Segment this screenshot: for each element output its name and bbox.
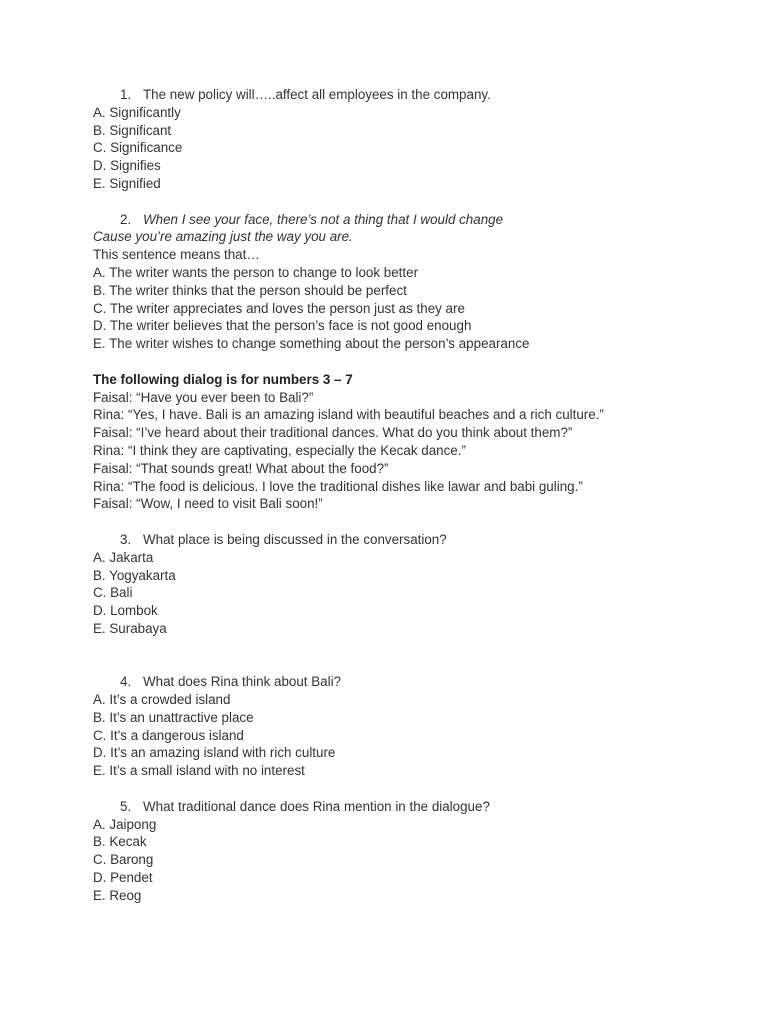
dialog-line: Rina: “Yes, I have. Bali is an amazing island with beautiful beaches and a rich culture.” bbox=[93, 407, 604, 423]
option: B. Significant bbox=[93, 122, 172, 138]
question-1 bbox=[93, 86, 733, 104]
question-number: 3. bbox=[120, 531, 132, 547]
option: B. Kecak bbox=[93, 834, 147, 850]
option: A. Jaipong bbox=[93, 816, 157, 832]
option: E. Signified bbox=[93, 175, 161, 191]
spacer bbox=[93, 638, 733, 674]
option: D. Lombok bbox=[93, 603, 158, 619]
option: A. It’s a crowded island bbox=[93, 692, 231, 708]
spacer bbox=[93, 353, 733, 371]
lyric-line-1: When I see your face, there’s not a thing that I would change bbox=[143, 211, 504, 227]
document-body bbox=[93, 86, 733, 905]
option: A. Significantly bbox=[93, 104, 181, 120]
option: B. It’s an unattractive place bbox=[93, 709, 254, 725]
option: E. It’s a small island with no interest bbox=[93, 763, 305, 779]
option: B. Yogyakarta bbox=[93, 567, 176, 583]
option: C. Significance bbox=[93, 140, 183, 156]
option: E. The writer wishes to change something about the person’s appearance bbox=[93, 336, 530, 352]
option: C. It’s a dangerous island bbox=[93, 727, 244, 743]
option: D. Signifies bbox=[93, 158, 161, 174]
question-2 bbox=[93, 211, 733, 229]
question-number: 5. bbox=[120, 798, 132, 814]
question-number: 1. bbox=[120, 87, 132, 102]
question-text: What does Rina think about Bali? bbox=[143, 674, 342, 690]
dialog-line: Faisal: “That sounds great! What about the food?” bbox=[93, 460, 389, 476]
question-3 bbox=[93, 531, 733, 549]
option: D. Pendet bbox=[93, 870, 153, 886]
dialog-line: Faisal: “Wow, I need to visit Bali soon!” bbox=[93, 496, 323, 512]
option: B. The writer thinks that the person should be perfect bbox=[93, 282, 407, 298]
option: C. Barong bbox=[93, 852, 154, 868]
dialog-line: Faisal: “Have you ever been to Bali?” bbox=[93, 389, 314, 405]
option: A. The writer wants the person to change to look better bbox=[93, 264, 419, 280]
spacer bbox=[93, 513, 733, 531]
option: C. Bali bbox=[93, 585, 133, 601]
question-number: 2. bbox=[120, 211, 132, 227]
option: E. Surabaya bbox=[93, 620, 167, 636]
option: D. It’s an amazing island with rich culture bbox=[93, 745, 336, 761]
lyric-line-2: Cause you’re amazing just the way you are. bbox=[93, 229, 353, 245]
dialog-line: Faisal: “I’ve heard about their traditional dances. What do you think about them?” bbox=[93, 425, 573, 441]
question-number: 4. bbox=[120, 674, 132, 690]
question-text: The new policy will…..affect all employees in the company. bbox=[143, 87, 491, 102]
option: C. The writer appreciates and loves the person just as they are bbox=[93, 300, 465, 316]
dialog-line: Rina: “The food is delicious. I love the traditional dishes like lawar and babi guling.” bbox=[93, 478, 583, 494]
option: E. Reog bbox=[93, 887, 142, 903]
option: A. Jakarta bbox=[93, 549, 154, 565]
spacer bbox=[93, 780, 733, 798]
question-text: What place is being discussed in the conversation? bbox=[143, 531, 447, 547]
question-5 bbox=[93, 798, 733, 816]
spacer bbox=[93, 193, 733, 211]
question-4 bbox=[93, 673, 733, 691]
dialog-heading: The following dialog is for numbers 3 – 7 bbox=[93, 371, 353, 387]
option: D. The writer believes that the person’s face is not good enough bbox=[93, 318, 472, 334]
question-text: What traditional dance does Rina mention in the dialogue? bbox=[143, 798, 490, 814]
dialog-line: Rina: “I think they are captivating, especially the Kecak dance.” bbox=[93, 442, 466, 458]
question-prompt: This sentence means that… bbox=[93, 247, 260, 263]
